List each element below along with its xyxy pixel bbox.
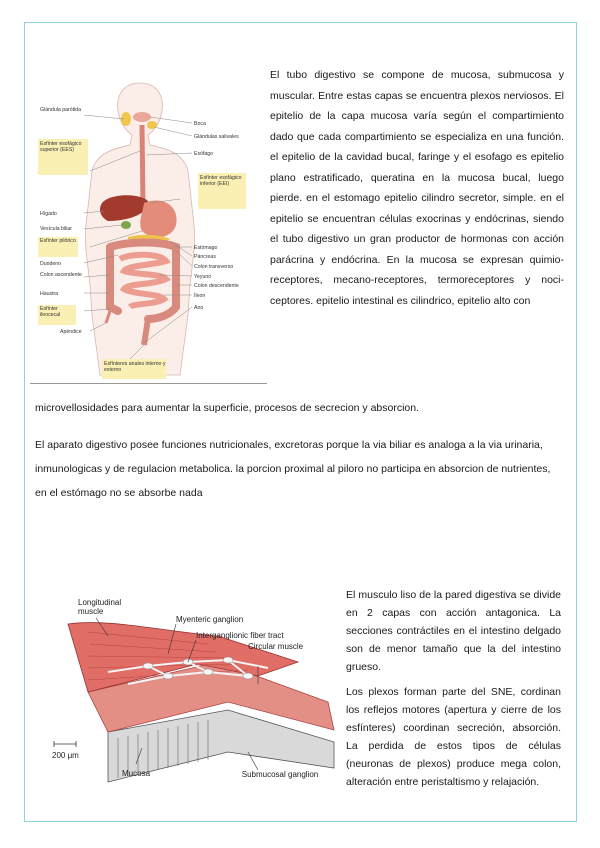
paragraph-3-text: El musculo liso de la pared digestiva se divide en 2 capas con acción antagonica. La secciones contráctiles en el intestino delgado son de menor tamaño que la del intestino grueso.	[346, 589, 561, 673]
label-ees: Esfínter esofágico superior (EES)	[40, 141, 82, 153]
label-scale: 200 μm	[52, 751, 79, 760]
paragraph-1-end: microvellosidades para aumentar la superficie, procesos de secrecion y absorcion.	[35, 402, 420, 414]
label-esofago: Esófago	[194, 151, 214, 157]
paragraph-1	[270, 65, 564, 311]
label-submucosal: Submucosal ganglion	[241, 770, 319, 779]
label-colon-ascendente: Colon ascendente	[40, 272, 82, 278]
label-estomago: Estómago	[194, 245, 218, 251]
label-colon-transverso: Colon transverso	[194, 264, 234, 270]
label-apendice: Apéndice	[60, 329, 82, 335]
label-ileocecal: Esfínter ileocecal	[40, 306, 61, 318]
digestive-system-figure	[30, 75, 266, 385]
label-salivales: Glándulas salivales	[194, 134, 239, 140]
label-interganglionic: Interganglionic fiber tract	[196, 631, 284, 640]
paragraph-3-4	[346, 586, 561, 791]
label-yeyuno: Yeyuno	[194, 274, 212, 280]
label-higado: Hígado	[40, 211, 57, 217]
label-anales: Esfínteres anales interno y externo	[104, 361, 166, 373]
paragraph-2-text: El aparato digestivo posee funciones nutricionales, excretoras porque la via biliar es analoga a la via urinaria, inmunologicas y de regulacion metabolica. la porcion proximal al piloro no participa en absorcion de nutrientes, en el estómago no se absorbe nada	[35, 439, 551, 499]
label-circular: Circular muscle	[248, 642, 304, 651]
intestinal-wall-figure	[48, 592, 338, 792]
label-ano: Ano	[194, 305, 204, 311]
paragraph-1-text: El tubo digestivo se compone de mucosa, submucosa y muscular. Entre estas capas se encuentra plexos nerviosos. El epitelio de la capa mucosa varía según el compartimiento dado que cada compartimiento se especializa en una función. el epitelio de la cavidad bucal, faringe y el esofago es epitelio plano estratificado, queratina en la mucosa bucal, luego pierde. en el estomago epitelio cilindro secretor, simple. en el epitelio se encuentran células exocrinas y endócrinas, siendo el tubo digestivo un gran productor de hormonas con acción parácrina y endócrina. En la mucosa se expresan quimio-receptores, mecano-receptores, termoreceptores y noci-ceptores. epitelio intestinal es cilindrico, epitelio alto con	[270, 69, 564, 307]
label-vesicula: Vesícula biliar	[40, 226, 73, 232]
paragraph-4-text: Los plexos forman parte del SNE, cordinan los reflejos motores (apertura y cierre de los esfínteres) coordinan secreción, absorción. La perdida de estos tipos de células (neuronas de plexos) produce mega colon, alteración entre peristaltismo y relajación.	[346, 686, 561, 788]
label-eei: Esfínter esofágico inferior (EEI)	[200, 175, 242, 187]
figure-divider	[30, 383, 267, 384]
label-myenteric: Myenteric ganglion	[176, 615, 244, 624]
label-mucosa: Mucosa	[122, 769, 151, 778]
label-longitudinal: Longitudinal muscle	[78, 598, 122, 616]
label-ileon: Íleon	[194, 293, 206, 299]
label-haustra: Haustra	[40, 291, 59, 297]
paragraph-2	[35, 433, 560, 505]
label-pancreas: Páncreas	[194, 254, 216, 260]
label-duodeno: Duodeno	[40, 261, 62, 267]
label-boca: Boca	[194, 121, 206, 127]
label-colon-descendente: Colon descendente	[194, 283, 239, 289]
label-piloro: Esfínter pilórico	[40, 238, 76, 244]
label-glandula: Glándula parótida	[40, 107, 81, 113]
